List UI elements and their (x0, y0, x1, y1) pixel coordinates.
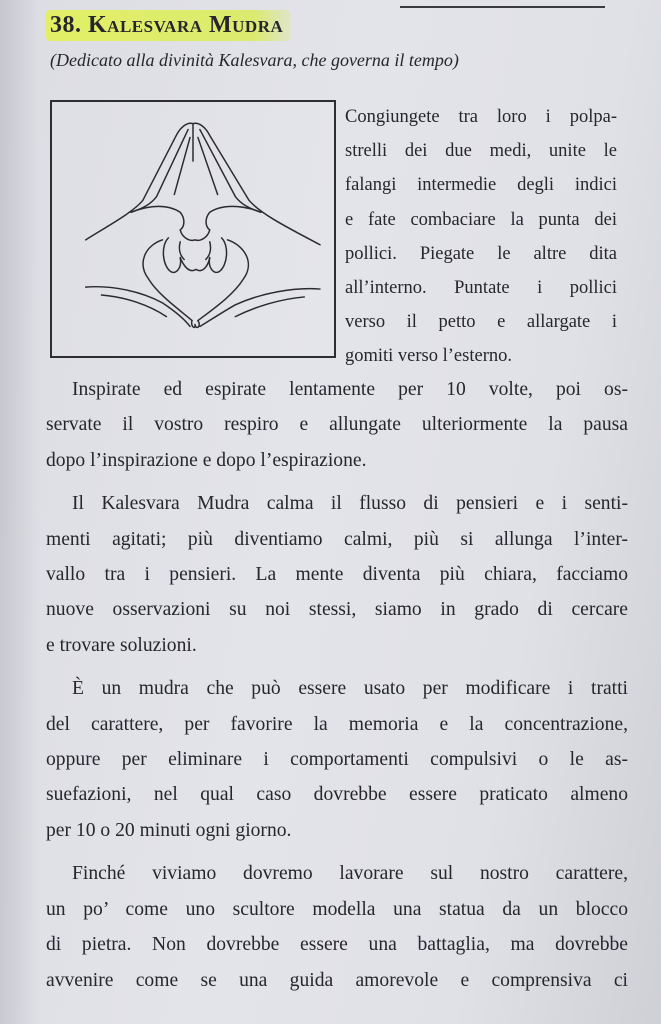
side-line: Congiungete tra loro i polpa- (345, 107, 617, 127)
mudra-hands-illustration-icon (52, 102, 334, 356)
text-line: dopo l’inspirazione e dopo l’espirazione. (46, 449, 367, 471)
side-line: verso il petto e allargate i (345, 312, 617, 333)
side-line: strelli dei due medi, unite le (345, 141, 617, 162)
text-line: Finché viviamo dovremo lavorare sul nostro carattere, (72, 863, 628, 885)
paragraph-character (46, 856, 628, 998)
text-line: e trovare soluzioni. (46, 634, 197, 656)
text-line: servate il vostro respiro e allungate ulteriormente la pausa (46, 414, 628, 436)
heading-title: Kalesvara Mudra (88, 12, 284, 38)
side-line: all’interno. Puntate i pollici (345, 278, 617, 299)
body-text (46, 372, 628, 1006)
text-line: per 10 o 20 minuti ogni giorno. (46, 819, 292, 841)
text-line: nuove osservazioni su noi stessi, siamo in grado di cercare (46, 599, 628, 621)
text-line: avvenire come se una guida amorevole e comprensiva ci (46, 969, 628, 991)
paragraph-effects (46, 486, 628, 663)
text-line: Il Kalesvara Mudra calma il flusso di pensieri e i senti- (72, 493, 628, 515)
section-heading (46, 10, 291, 41)
mudra-figure (50, 100, 336, 358)
text-line: È un mudra che può essere usato per modificare i tratti (72, 678, 628, 700)
text-line: del carattere, per favorire la memoria e la concentrazione, (46, 713, 628, 735)
page-edge-shadow (0, 0, 40, 1024)
section-subtitle: (Dedicato alla divinità Kalesvara, che governa il tempo) (50, 50, 459, 70)
side-line: e fate combaciare la punta dei (345, 209, 617, 230)
text-line: oppure per eliminare i comportamenti compulsivi o le as- (46, 749, 628, 771)
paragraph-usage (46, 671, 628, 848)
side-line: falangi intermedie degli indici (345, 175, 617, 196)
text-line: suefazioni, nel qual caso dovrebbe essere praticato almeno (46, 784, 628, 806)
side-line: gomiti verso l’esterno. (345, 346, 512, 367)
instruction-side-text (345, 100, 617, 374)
text-line: vallo tra i pensieri. La mente diventa più chiara, facciamo (46, 564, 628, 586)
side-line: pollici. Piegate le altre dita (345, 243, 617, 264)
text-line: un po’ come uno scultore modella una statua da un blocco (46, 898, 628, 920)
text-line: di pietra. Non dovrebbe essere una battaglia, ma dovrebbe (46, 934, 628, 956)
heading-number: 38. (50, 12, 82, 38)
text-line: menti agitati; più diventiamo calmi, più si allunga l’inter- (46, 528, 628, 550)
paragraph-breathing (46, 372, 628, 478)
top-rule-line (400, 6, 605, 8)
text-line: Inspirate ed espirate lentamente per 10 volte, poi os- (72, 379, 628, 400)
